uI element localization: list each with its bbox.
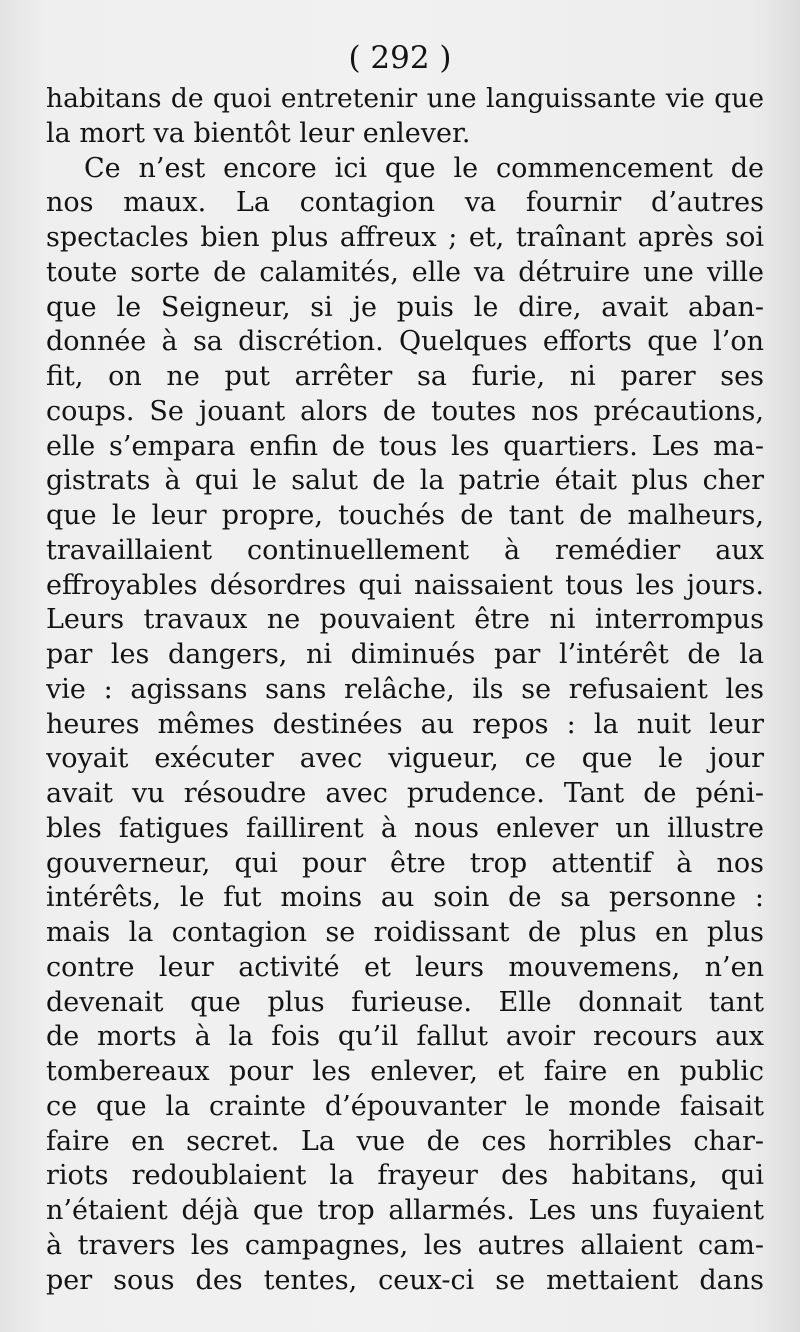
text-line: la mort va bientôt leur enlever. [46, 117, 471, 149]
text-line: per sous des tentes, ceux-ci se mettaient dans [46, 1264, 764, 1296]
text-line: toute sorte de calamités, elle va détruire une ville [46, 256, 764, 288]
text-line: devenait que plus furieuse. Elle donnait tant [46, 986, 764, 1018]
text-line: par les dangers, ni diminués par l’intérêt de la [46, 639, 764, 670]
text-line: donnée à sa discrétion. Quelques efforts que l’on [46, 326, 764, 358]
text-line: mais la contagion se roidissant de plus en plus [46, 917, 764, 948]
page-number: ( 292 ) [348, 40, 452, 76]
text-line: fit, on ne put arrêter sa furie, ni parer ses [46, 361, 764, 392]
text-line: travaillaient continuellement à remédier aux [46, 534, 764, 566]
text-line: vie : agissans sans relâche, ils se refusaient les [46, 673, 764, 705]
text-line: de morts à la fois qu’il fallut avoir recours aux [46, 1021, 764, 1053]
text-line: bles fatigues faillirent à nous enlever un illustre [46, 812, 764, 844]
text-line: tombereaux pour les enlever, et faire en public [46, 1056, 764, 1087]
text-line: à travers les campagnes, les autres allaient cam- [46, 1229, 764, 1261]
text-line: voyait exécuter avec vigueur, ce que le jour [46, 743, 764, 775]
text-line: habitans de quoi entretenir une languissante vie que [46, 83, 764, 114]
text-line: ce que la crainte d’épouvanter le monde faisait [46, 1090, 764, 1122]
text-line: gistrats à qui le salut de la patrie était plus cher [46, 465, 764, 497]
text-line: que le Seigneur, si je puis le dire, avait aban- [46, 291, 764, 323]
text-line: effroyables désordres qui naissaient tous les jours. [46, 569, 764, 601]
text-line: faire en secret. La vue de ces horribles char- [46, 1125, 764, 1157]
text-line: Leurs travaux ne pouvaient être ni interrompus [46, 604, 764, 636]
text-line: intérêts, le fut moins au soin de sa personne : [46, 882, 764, 914]
text-line: nos maux. La contagion va fournir d’autres [46, 187, 764, 219]
text-line: elle s’empara enfin de tous les quartiers. Les ma- [46, 430, 764, 462]
text-line: riots redoublaient la frayeur des habitans, qui [46, 1160, 764, 1192]
text-line: heures mêmes destinées au repos : la nuit leur [46, 708, 764, 740]
text-line: gouverneur, qui pour être trop attentif à nos [46, 847, 764, 879]
text-line: Ce n’est encore ici que le commencement de [84, 152, 764, 184]
text-line: avait vu résoudre avec prudence. Tant de péni- [46, 778, 764, 809]
text-line: spectacles bien plus affreux ; et, traînant après soi [46, 222, 764, 253]
text-line: n’étaient déjà que trop allarmés. Les uns fuyaient [46, 1195, 764, 1226]
text-line: coups. Se jouant alors de toutes nos précautions, [46, 395, 764, 427]
body-text [46, 82, 764, 1298]
text-line: contre leur activité et leurs mouvemens, n’en [46, 951, 764, 983]
text-line: que le leur propre, touchés de tant de malheurs, [46, 500, 764, 531]
